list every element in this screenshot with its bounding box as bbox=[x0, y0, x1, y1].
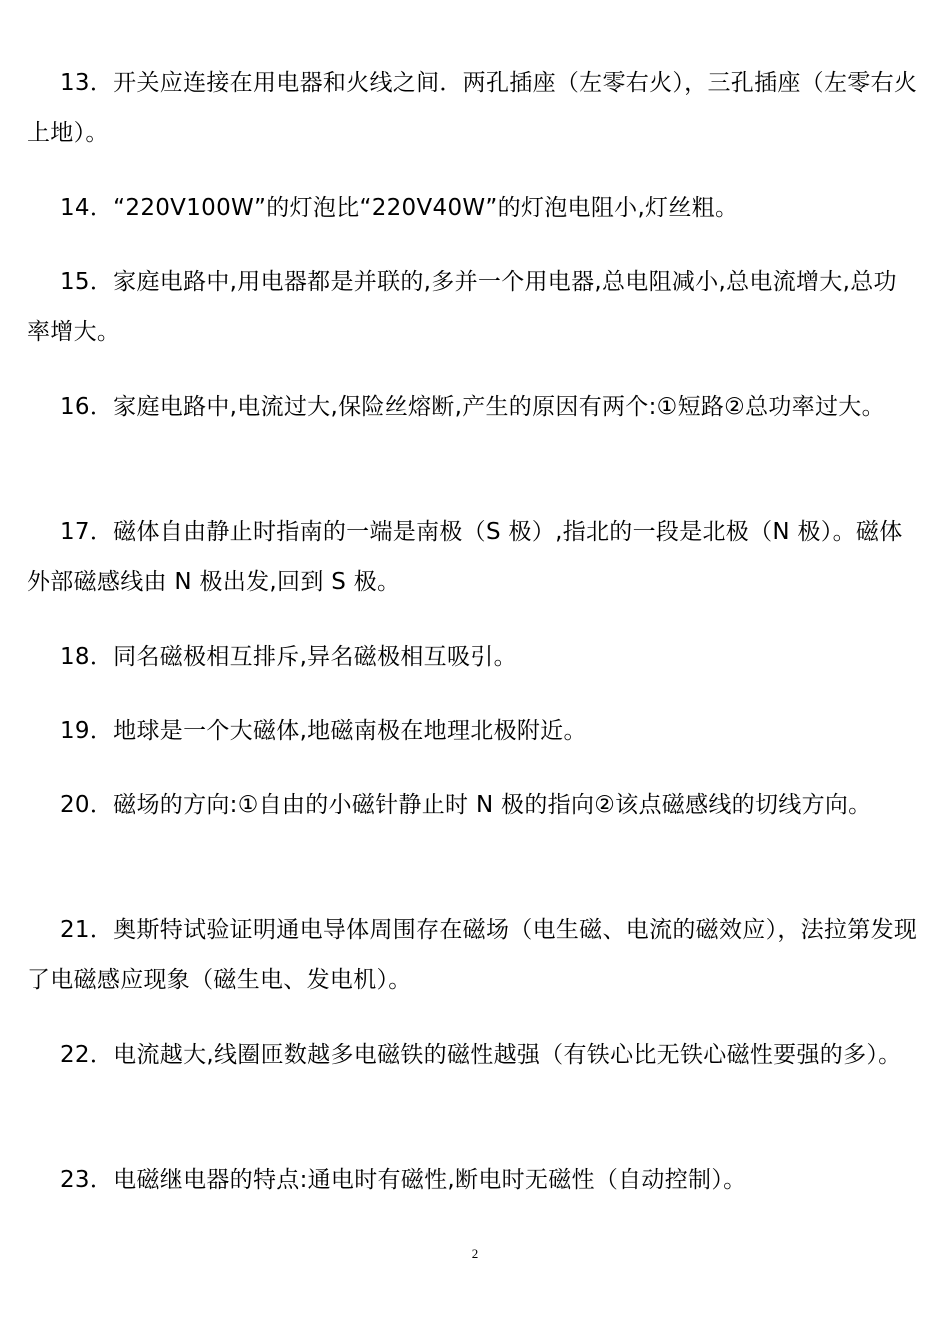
paragraph-20: 20．磁场的方向:①自由的小磁针静止时 N 极的指向②该点磁感线的切线方向。 bbox=[60, 792, 872, 818]
page-number: 2 bbox=[471, 1246, 479, 1261]
paragraph-17: 17．磁体自由静止时指南的一端是南极（S 极）,指北的一段是北极（N 极）。磁体外部磁感线由 N 极出发,回到 S 极。 bbox=[27, 519, 903, 595]
paragraph-18: 18．同名磁极相互排斥,异名磁极相互吸引。 bbox=[60, 644, 517, 670]
paragraph-13: 13．开关应连接在用电器和火线之间．两孔插座（左零右火），三孔插座（左零右火上地）。 bbox=[27, 70, 918, 146]
paragraph-21: 21．奥斯特试验证明通电导体周围存在磁场（电生磁、电流的磁效应），法拉第发现了电磁感应现象（磁生电、发电机）。 bbox=[27, 917, 918, 993]
paragraph-14: 14．“220V100W”的灯泡比“220V40W”的灯泡电阻小,灯丝粗。 bbox=[60, 195, 739, 221]
paragraph-19: 19．地球是一个大磁体,地磁南极在地理北极附近。 bbox=[60, 718, 587, 744]
paragraph-15: 15．家庭电路中,用电器都是并联的,多并一个用电器,总电阻减小,总电流增大,总功率增大。 bbox=[27, 269, 897, 345]
paragraph-16: 16．家庭电路中,电流过大,保险丝熔断,产生的原因有两个:①短路②总功率过大。 bbox=[60, 394, 885, 420]
paragraph-22: 22．电流越大,线圈匝数越多电磁铁的磁性越强（有铁心比无铁心磁性要强的多）。 bbox=[60, 1042, 902, 1068]
paragraph-23: 23．电磁继电器的特点:通电时有磁性,断电时无磁性（自动控制）。 bbox=[60, 1167, 747, 1193]
